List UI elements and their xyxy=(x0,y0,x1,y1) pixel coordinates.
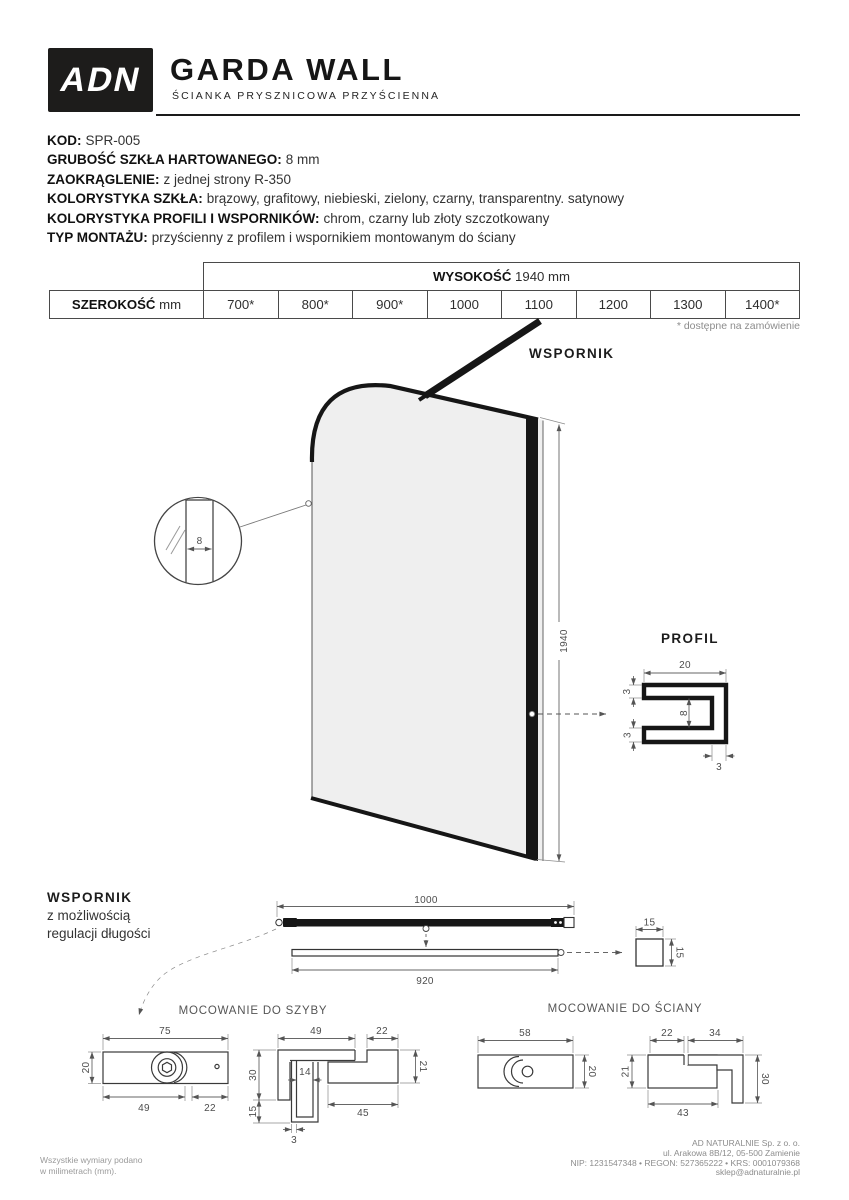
support-title: WSPORNIK xyxy=(47,890,133,905)
company-info xyxy=(571,1139,800,1178)
dim-wm-side-top2: 34 xyxy=(709,1028,721,1039)
company-address: ul. Arakowa 8B/12, 05-500 Zamienie xyxy=(662,1147,800,1158)
dim-profile-wall: 3 xyxy=(716,762,722,773)
spec-line-kolor-profili: KOLORYSTYKA PROFILI I WSPORNIKÓW: chrom, czarny lub złoty szczotkowany xyxy=(47,210,550,226)
dim-gm-top-d1: 49 xyxy=(138,1103,150,1114)
support-bar-section xyxy=(47,890,685,1015)
dim-gm-top-w: 75 xyxy=(159,1026,171,1037)
page-subtitle: ŚCIANKA PRYSZNICOWA PRZYŚCIENNA xyxy=(172,90,441,102)
glass-mounting-title: MOCOWANIE DO SZYBY xyxy=(178,1005,328,1017)
dim-gm-side-top1: 49 xyxy=(310,1026,322,1037)
dim-profile-flange-top: 3 xyxy=(622,688,633,695)
spec-line-kolor-szkla: KOLORYSTYKA SZKŁA: brązowy, grafitowy, niebieski, zielony, czarny, transparentny. satynowy xyxy=(47,191,625,207)
width-cell: 1300 xyxy=(651,291,726,319)
size-table-width-header: SZEROKOŚĆ mm xyxy=(50,291,204,319)
spec-line-grubosc: GRUBOŚĆ SZKŁA HARTOWANEGO: 8 mm xyxy=(47,152,320,168)
wall-bracket-drawing xyxy=(419,321,540,400)
dim-gm-side-bottom: 45 xyxy=(357,1108,369,1119)
width-cell: 1100 xyxy=(502,291,577,319)
width-cell: 900* xyxy=(353,291,428,319)
company-email: sklep@adnaturalnie.pl xyxy=(715,1167,800,1178)
width-cell: 700* xyxy=(204,291,279,319)
company-name: AD NATURALNIE Sp. z o. o. xyxy=(691,1138,800,1148)
spec-line-zaokraglenie: ZAOKRĄGLENIE: z jednej strony R-350 xyxy=(47,171,292,187)
profile-title: PROFIL xyxy=(661,631,719,646)
wall-mounting-title: MOCOWANIE DO ŚCIANY xyxy=(547,1003,703,1015)
page-title: GARDA WALL xyxy=(170,52,404,87)
support-subtitle-2: regulacji długości xyxy=(47,926,151,941)
width-cell: 1200 xyxy=(576,291,651,319)
dim-wm-side-left: 21 xyxy=(620,1065,632,1078)
dimensions-note: Wszystkie wymiary podano w milimetrach (mm). xyxy=(40,1155,143,1176)
support-subtitle-1: z możliwością xyxy=(47,908,131,923)
dim-wm-top-w: 58 xyxy=(519,1028,531,1039)
dim-support-length: 1000 xyxy=(414,895,438,906)
dim-gm-side-right: 21 xyxy=(417,1060,428,1073)
dim-profile-inner: 8 xyxy=(679,710,690,716)
dim-wm-side-top1: 22 xyxy=(661,1028,673,1039)
size-table-height-header: WYSOKOŚĆ 1940 mm xyxy=(204,263,800,291)
dim-gm-top-d2: 22 xyxy=(204,1103,216,1114)
dim-wm-side-bottom: 43 xyxy=(677,1108,689,1119)
dim-wm-side-right: 30 xyxy=(759,1073,770,1085)
dim-support-inner-length: 920 xyxy=(416,976,434,987)
dim-gm-side-left2: 15 xyxy=(248,1105,259,1118)
spec-line-kod: KOD: SPR-005 xyxy=(47,133,141,148)
bracket-label: WSPORNIK xyxy=(529,346,615,361)
dim-gm-side-slot: 14 xyxy=(299,1067,311,1078)
company-ids: NIP: 1231547348 • REGON: 527365222 • KRS: 0001079368 xyxy=(570,1157,800,1168)
width-cell: 1400* xyxy=(725,291,800,319)
glass-panel-drawing xyxy=(311,384,543,861)
dim-gm-side-top2: 22 xyxy=(376,1026,388,1037)
brand-logo-text: ADN xyxy=(56,60,145,99)
dim-gm-side-wall: 3 xyxy=(291,1135,297,1146)
width-cell: 1000 xyxy=(427,291,502,319)
glass-thickness-detail xyxy=(155,486,312,586)
wall-mounting-section xyxy=(478,1002,770,1119)
width-cell: 800* xyxy=(278,291,353,319)
dim-profile-width: 20 xyxy=(679,660,691,671)
dim-support-cross-w: 15 xyxy=(643,917,656,929)
dim-gm-side-left1: 30 xyxy=(248,1069,259,1081)
dim-support-cross-h: 15 xyxy=(673,946,685,959)
dim-gm-top-h: 20 xyxy=(81,1061,92,1074)
size-table-footnote: * dostępne na zamówienie xyxy=(676,320,800,332)
dim-height: 1940 xyxy=(559,629,570,653)
dim-glass-thickness: 8 xyxy=(196,536,203,547)
dim-profile-flange-bottom: 3 xyxy=(622,732,634,738)
dim-wm-top-h: 20 xyxy=(586,1065,597,1078)
glass-mounting-section xyxy=(81,1005,428,1146)
spec-line-typ-montazu: TYP MONTAŻU: przyścienny z profilem i wspornikiem montowanym do ściany xyxy=(47,230,516,246)
